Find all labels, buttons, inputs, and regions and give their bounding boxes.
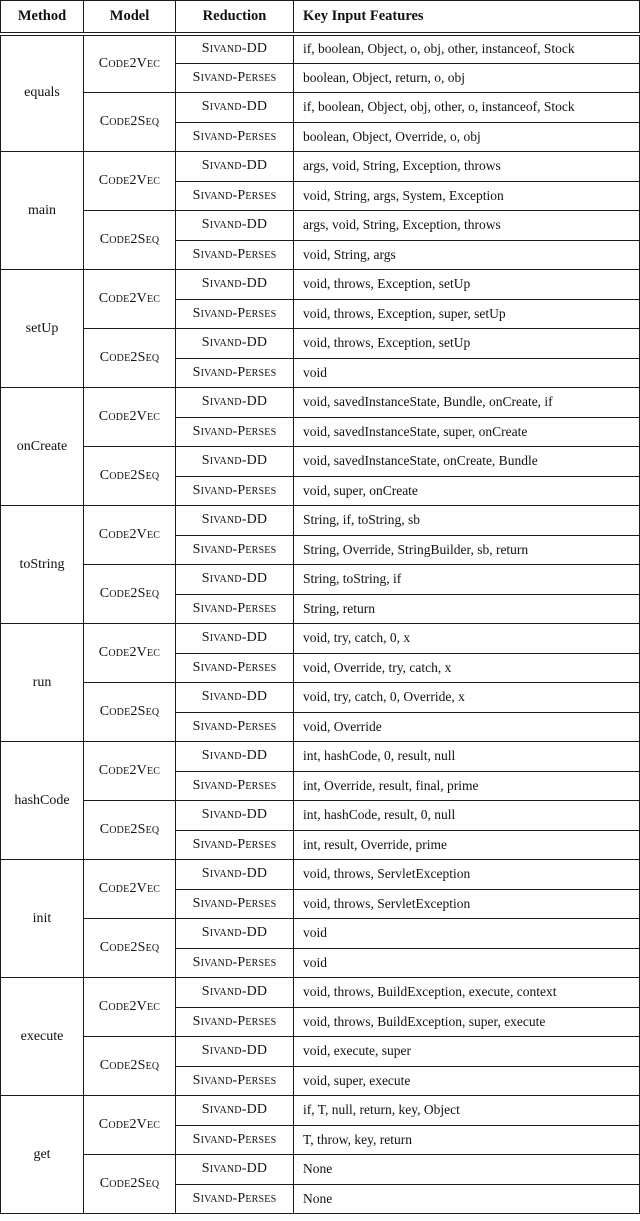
features-cell: void, savedInstanceState, onCreate, Bundle	[294, 447, 640, 477]
reduction-cell: Sivand-DD	[176, 93, 294, 123]
reduction-cell: Sivand-DD	[176, 801, 294, 831]
method-group-onCreate	[1, 388, 640, 506]
model-cell: Code2Vec	[84, 978, 176, 1037]
table-row	[1, 152, 640, 182]
method-group-init	[1, 860, 640, 978]
method-cell: equals	[1, 34, 84, 152]
reduction-cell: Sivand-Perses	[176, 948, 294, 978]
reduction-cell: Sivand-Perses	[176, 594, 294, 624]
table-row	[1, 742, 640, 772]
features-cell: void, Override	[294, 712, 640, 742]
reduction-cell: Sivand-DD	[176, 742, 294, 772]
table-row	[1, 565, 640, 595]
reduction-cell: Sivand-DD	[176, 388, 294, 418]
table-row	[1, 1037, 640, 1067]
model-cell: Code2Vec	[84, 270, 176, 329]
features-cell: void	[294, 358, 640, 388]
features-cell: void, throws, ServletException	[294, 889, 640, 919]
features-cell: String, toString, if	[294, 565, 640, 595]
features-cell: String, return	[294, 594, 640, 624]
model-cell: Code2Vec	[84, 506, 176, 565]
features-cell: void, Override, try, catch, x	[294, 653, 640, 683]
features-cell: if, boolean, Object, obj, other, o, instanceof, Stock	[294, 93, 640, 123]
reduction-cell: Sivand-DD	[176, 683, 294, 713]
reduction-cell: Sivand-DD	[176, 1096, 294, 1126]
model-cell: Code2Vec	[84, 1096, 176, 1155]
features-cell: args, void, String, Exception, throws	[294, 152, 640, 182]
reduction-cell: Sivand-Perses	[176, 889, 294, 919]
reduction-cell: Sivand-Perses	[176, 476, 294, 506]
table-row	[1, 1155, 640, 1185]
method-cell: init	[1, 860, 84, 978]
column-header-features: Key Input Features	[294, 1, 640, 34]
method-cell: toString	[1, 506, 84, 624]
method-group-execute	[1, 978, 640, 1096]
table-row	[1, 388, 640, 418]
features-cell: String, Override, StringBuilder, sb, return	[294, 535, 640, 565]
reduction-cell: Sivand-Perses	[176, 1066, 294, 1096]
features-cell: void, execute, super	[294, 1037, 640, 1067]
features-cell: int, Override, result, final, prime	[294, 771, 640, 801]
features-cell: int, result, Override, prime	[294, 830, 640, 860]
features-cell: int, hashCode, 0, result, null	[294, 742, 640, 772]
features-cell: void, savedInstanceState, Bundle, onCreate, if	[294, 388, 640, 418]
reduction-cell: Sivand-DD	[176, 1037, 294, 1067]
features-cell: void, throws, Exception, setUp	[294, 270, 640, 300]
reduction-cell: Sivand-Perses	[176, 63, 294, 93]
features-cell: void, super, execute	[294, 1066, 640, 1096]
reduction-cell: Sivand-DD	[176, 565, 294, 595]
table-row	[1, 801, 640, 831]
features-cell: None	[294, 1155, 640, 1185]
reduction-cell: Sivand-Perses	[176, 535, 294, 565]
model-cell: Code2Seq	[84, 801, 176, 860]
method-cell: main	[1, 152, 84, 270]
reduction-cell: Sivand-Perses	[176, 417, 294, 447]
table-row	[1, 329, 640, 359]
model-cell: Code2Seq	[84, 93, 176, 152]
reduction-cell: Sivand-Perses	[176, 1184, 294, 1214]
table-row	[1, 624, 640, 654]
model-cell: Code2Seq	[84, 565, 176, 624]
method-cell: run	[1, 624, 84, 742]
features-cell: void, throws, BuildException, super, execute	[294, 1007, 640, 1037]
table-row	[1, 683, 640, 713]
features-cell: void, try, catch, 0, x	[294, 624, 640, 654]
reduction-cell: Sivand-DD	[176, 978, 294, 1008]
model-cell: Code2Seq	[84, 919, 176, 978]
features-cell: void, throws, Exception, super, setUp	[294, 299, 640, 329]
reduction-cell: Sivand-Perses	[176, 771, 294, 801]
model-cell: Code2Seq	[84, 1155, 176, 1214]
model-cell: Code2Vec	[84, 34, 176, 93]
features-cell: void, throws, ServletException	[294, 860, 640, 890]
model-cell: Code2Seq	[84, 1037, 176, 1096]
method-group-main	[1, 152, 640, 270]
column-header-method: Method	[1, 1, 84, 34]
reduction-cell: Sivand-DD	[176, 506, 294, 536]
method-cell: get	[1, 1096, 84, 1214]
reduction-cell: Sivand-DD	[176, 919, 294, 949]
model-cell: Code2Seq	[84, 447, 176, 506]
features-cell: if, T, null, return, key, Object	[294, 1096, 640, 1126]
reduction-cell: Sivand-DD	[176, 270, 294, 300]
method-group-equals	[1, 34, 640, 152]
reduction-cell: Sivand-DD	[176, 211, 294, 241]
method-cell: execute	[1, 978, 84, 1096]
table-row	[1, 93, 640, 123]
reduction-cell: Sivand-DD	[176, 624, 294, 654]
features-cell: args, void, String, Exception, throws	[294, 211, 640, 241]
table-row	[1, 211, 640, 241]
features-cell: void, savedInstanceState, super, onCreate	[294, 417, 640, 447]
features-cell: String, if, toString, sb	[294, 506, 640, 536]
reduction-cell: Sivand-DD	[176, 34, 294, 64]
reduction-cell: Sivand-Perses	[176, 122, 294, 152]
method-cell: hashCode	[1, 742, 84, 860]
method-group-toString	[1, 506, 640, 624]
features-cell: void, super, onCreate	[294, 476, 640, 506]
method-cell: onCreate	[1, 388, 84, 506]
method-group-get	[1, 1096, 640, 1214]
reduction-cell: Sivand-DD	[176, 152, 294, 182]
reduction-cell: Sivand-Perses	[176, 830, 294, 860]
model-cell: Code2Vec	[84, 742, 176, 801]
features-cell: if, boolean, Object, o, obj, other, instanceof, Stock	[294, 34, 640, 64]
column-header-reduction: Reduction	[176, 1, 294, 34]
column-header-model: Model	[84, 1, 176, 34]
reduction-cell: Sivand-Perses	[176, 653, 294, 683]
table-row	[1, 447, 640, 477]
features-cell: boolean, Object, return, o, obj	[294, 63, 640, 93]
model-cell: Code2Vec	[84, 860, 176, 919]
reduction-cell: Sivand-Perses	[176, 358, 294, 388]
reduction-cell: Sivand-Perses	[176, 1125, 294, 1155]
reduction-cell: Sivand-DD	[176, 329, 294, 359]
model-cell: Code2Seq	[84, 683, 176, 742]
features-cell: boolean, Object, Override, o, obj	[294, 122, 640, 152]
features-cell: void, throws, BuildException, execute, context	[294, 978, 640, 1008]
features-cell: void, String, args, System, Exception	[294, 181, 640, 211]
features-cell: void	[294, 948, 640, 978]
header-row	[1, 1, 640, 34]
reduction-cell: Sivand-Perses	[176, 299, 294, 329]
table-row	[1, 1096, 640, 1126]
table-header	[1, 1, 640, 34]
table-row	[1, 506, 640, 536]
method-cell: setUp	[1, 270, 84, 388]
table-row	[1, 860, 640, 890]
features-cell: void, String, args	[294, 240, 640, 270]
features-cell: void	[294, 919, 640, 949]
table-row	[1, 270, 640, 300]
method-group-run	[1, 624, 640, 742]
features-cell: T, throw, key, return	[294, 1125, 640, 1155]
table-row	[1, 34, 640, 64]
model-cell: Code2Seq	[84, 211, 176, 270]
model-cell: Code2Seq	[84, 329, 176, 388]
reduction-cell: Sivand-Perses	[176, 181, 294, 211]
features-cell: void, throws, Exception, setUp	[294, 329, 640, 359]
features-cell: int, hashCode, result, 0, null	[294, 801, 640, 831]
features-cell: void, try, catch, 0, Override, x	[294, 683, 640, 713]
model-cell: Code2Vec	[84, 624, 176, 683]
features-cell: None	[294, 1184, 640, 1214]
table-row	[1, 919, 640, 949]
reduction-cell: Sivand-Perses	[176, 1007, 294, 1037]
model-cell: Code2Vec	[84, 152, 176, 211]
reduction-cell: Sivand-DD	[176, 447, 294, 477]
table-row	[1, 978, 640, 1008]
reduction-cell: Sivand-Perses	[176, 240, 294, 270]
reduction-cell: Sivand-DD	[176, 1155, 294, 1185]
reduction-cell: Sivand-Perses	[176, 712, 294, 742]
model-cell: Code2Vec	[84, 388, 176, 447]
method-group-hashCode	[1, 742, 640, 860]
method-group-setUp	[1, 270, 640, 388]
reduction-cell: Sivand-DD	[176, 860, 294, 890]
